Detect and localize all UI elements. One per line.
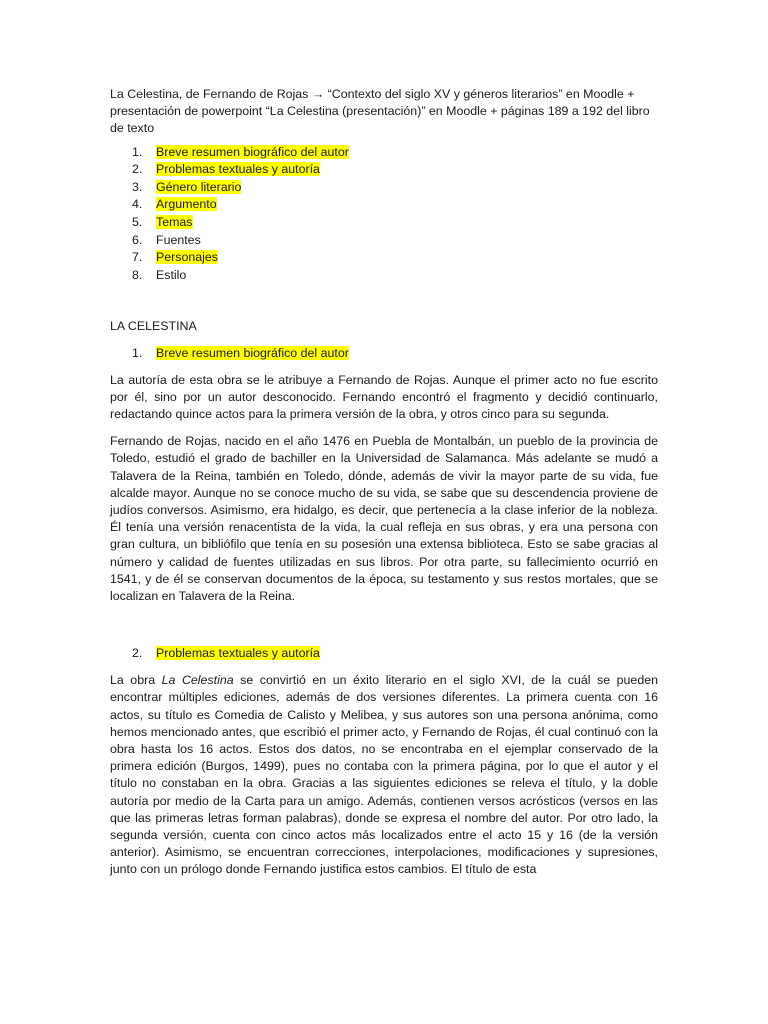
outline-number: 4. [132, 197, 143, 212]
document-content [110, 86, 658, 877]
heading-label: Problemas textuales y autoría [156, 646, 320, 661]
section-heading-1 [110, 345, 658, 363]
outline-number: 5. [132, 214, 143, 229]
heading-label: Breve resumen biográfico del autor [156, 345, 349, 360]
paragraph-rest: se convirtió en un éxito literario en el siglo XVI, de la cuál se pueden encontrar múltiples ediciones, además de dos versiones diferentes. La primera cuenta con 16 actos, su título es Comedia de Calisto y Melibea, y sus autores son una persona anónima, como hemos mencionado antes, que escribió el primer acto, y Fernando de Rojas, él cual continuó con la obra hasta los 16 actos. Estos dos datos, no se encontraba en el ejemplar conservado de la primera edición (Burgos, 1499), pues no contaba con la primera página, por lo que el autor y el título no constaban en la obra. Gracias a las siguientes ediciones se releva el título, y la doble autoría por medio de la Carta para un amigo. Además, contienen versos acrósticos (versos en las que las primeras letras forman palabras), donde se expresa el nombre del autor. Por otro lado, la segunda versión, cuenta con cinco actos más localizados entre el acto 15 y 16 (de la versión anterior). Asimismo, se encuentran correcciones, interpolaciones, modificaciones y supresiones, junto con un prólogo donde Fernando justifica estos cambios. El título de esta [110, 673, 658, 877]
body-paragraph: La autoría de esta obra se le atribuye a Fernando de Rojas. Aunque el primer acto no fue escrito por él, sino por un autor desconocido. Fernando encontró el fragmento y decidió continuarlo, redactando quince actos para la primera versión de la obra, y otros cinco para su segunda. [110, 372, 658, 421]
outline-item [110, 161, 658, 179]
outline-label: Género literario [156, 179, 242, 194]
outline-item [110, 249, 658, 267]
outline-label: Breve resumen biográfico del autor [156, 144, 349, 159]
outline-label: Argumento [156, 197, 217, 212]
intro-paragraph: La Celestina, de Fernando de Rojas → “Contexto del siglo XV y géneros literarios” en Moodle + presentación de powerpoint “La Celestina (presentación)” en Moodle + páginas 189 a 192 del libro de texto [110, 87, 650, 136]
outline-list [110, 144, 658, 285]
outline-item [110, 196, 658, 214]
section-title: LA CELESTINA [110, 319, 197, 334]
outline-label: Problemas textuales y autoría [156, 162, 320, 177]
body-paragraph: Fernando de Rojas, nacido en el año 1476 en Puebla de Montalbán, un pueblo de la provincia de Toledo, estudió el grado de bachiller en la Universidad de Salamanca. Más adelante se mudó a Talavera de la Reina, también en Toledo, dónde, además de vivir la mayor parte de su vida, fue alcalde mayor. Aunque no se conoce mucho de su vida, se sabe que su descendencia proviene de judíos conversos. Asimismo, era hidalgo, es decir, que pertenecía a la clase inferior de la nobleza. Él tenía una versión renacentista de la vida, la cual refleja en sus obras, y era una persona con gran cultura, un bibliófilo que tenía en su posesión una extensa biblioteca. Esto se sabe gracias al número y calidad de fuentes utilizadas en sus libros. Por otra parte, su fallecimiento ocurrió en 1541, y de él se conservan documentos de la época, su testamento y sus restos mortales, que se localizan en Talavera de la Reina. [110, 434, 658, 603]
outline-label: Temas [156, 214, 193, 229]
outline-item [110, 179, 658, 197]
section-heading-2 [110, 645, 658, 663]
outline-number: 8. [132, 267, 143, 282]
outline-number: 2. [132, 162, 143, 177]
outline-label: Personajes [156, 250, 218, 265]
outline-item [110, 144, 658, 162]
outline-item [110, 232, 658, 250]
paragraph-clip [110, 672, 658, 877]
heading-number: 2. [132, 646, 143, 661]
outline-item [110, 267, 658, 285]
heading-number: 1. [132, 345, 143, 360]
body-paragraph [110, 672, 658, 878]
outline-number: 1. [132, 144, 143, 159]
outline-number: 7. [132, 250, 143, 265]
outline-number: 3. [132, 179, 143, 194]
work-title: La Celestina [161, 673, 234, 688]
outline-label: Fuentes [156, 232, 201, 247]
paragraph-prefix: La obra [110, 673, 162, 688]
outline-number: 6. [132, 232, 143, 247]
outline-label: Estilo [156, 267, 187, 282]
outline-item [110, 214, 658, 232]
